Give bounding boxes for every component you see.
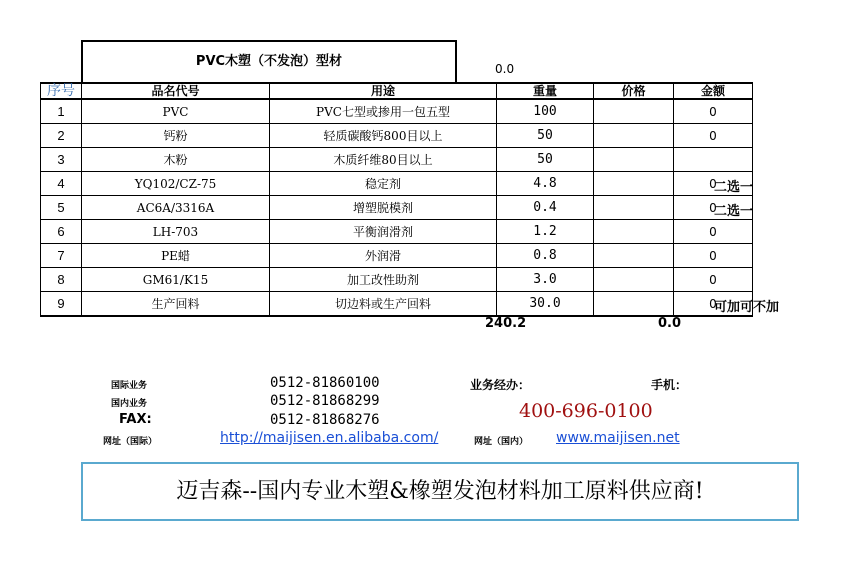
- cell-code: 生产回料: [82, 292, 270, 317]
- table-row: [41, 124, 753, 148]
- intl-business-label: 国际业务: [111, 381, 148, 391]
- table-row: [41, 196, 753, 220]
- header-amount: 金额: [674, 83, 753, 99]
- cell-code: GM61/K15: [82, 268, 270, 292]
- table-row: [41, 220, 753, 244]
- table-row: [41, 148, 753, 172]
- cell-use: 稳定剂: [270, 172, 497, 196]
- cell-use: 轻质碳酸钙800目以上: [270, 124, 497, 148]
- total-amount: 0.0: [658, 316, 682, 331]
- total-weight: 240.2: [485, 316, 527, 331]
- cell-amount: 0: [674, 99, 753, 124]
- manager-label: 业务经办：: [470, 378, 531, 392]
- document-title: PVC木塑（不发泡）型材: [195, 54, 343, 69]
- row9-note: 可加可不加: [714, 300, 780, 315]
- mobile-label: 手机：: [651, 378, 688, 392]
- cell-weight: 100: [497, 99, 594, 124]
- table-header-row: [41, 83, 753, 99]
- row5-note: 二选一: [714, 204, 754, 219]
- intl-site-label: 网址（国际）: [103, 437, 158, 447]
- cell-no: 7: [41, 244, 82, 268]
- row4-note: 二选一: [714, 180, 754, 195]
- cell-amount: 0: [674, 172, 753, 196]
- hotline-number: 400-696-0100: [519, 400, 653, 422]
- cell-price: [594, 220, 674, 244]
- cell-code: PVC: [82, 99, 270, 124]
- intl-business-phone: 0512-81860100: [270, 375, 380, 391]
- cell-use: 木质纤维80目以上: [270, 148, 497, 172]
- top-total-value: 0.0: [495, 62, 515, 76]
- cell-code: PE蜡: [82, 244, 270, 268]
- cell-amount: 0: [674, 196, 753, 220]
- slogan-text: 迈吉森--国内专业木塑&橡塑发泡材料加工原料供应商!: [176, 479, 704, 504]
- cell-use: PVC七型或掺用一包五型: [270, 99, 497, 124]
- cell-amount: 0: [674, 268, 753, 292]
- cell-no: 8: [41, 268, 82, 292]
- cell-use: 切边料或生产回料: [270, 292, 497, 317]
- cell-weight: 50: [497, 148, 594, 172]
- cell-amount: 0: [674, 220, 753, 244]
- cell-price: [594, 99, 674, 124]
- cell-weight: 1.2: [497, 220, 594, 244]
- cell-price: [594, 292, 674, 317]
- cell-price: [594, 196, 674, 220]
- cell-price: [594, 124, 674, 148]
- header-code: 品名代号: [82, 83, 270, 99]
- cell-use: 加工改性助剂: [270, 268, 497, 292]
- cell-no: 1: [41, 99, 82, 124]
- domestic-site-link[interactable]: www.maijisen.net: [556, 430, 680, 446]
- header-no: 序号: [41, 83, 82, 99]
- table-row: [41, 292, 753, 317]
- domestic-business-phone: 0512-81868299: [270, 393, 380, 409]
- table-row: [41, 244, 753, 268]
- cell-weight: 4.8: [497, 172, 594, 196]
- cell-weight: 0.8: [497, 244, 594, 268]
- cell-code: LH-703: [82, 220, 270, 244]
- table-row: [41, 268, 753, 292]
- cell-price: [594, 148, 674, 172]
- domestic-business-label: 国内业务: [111, 399, 148, 409]
- cell-no: 9: [41, 292, 82, 317]
- cell-use: 增塑脱模剂: [270, 196, 497, 220]
- table-row: [41, 172, 753, 196]
- formula-table: [40, 82, 753, 317]
- intl-site-link[interactable]: http://maijisen.en.alibaba.com/: [220, 430, 439, 446]
- cell-no: 5: [41, 196, 82, 220]
- cell-use: 外润滑: [270, 244, 497, 268]
- header-use: 用途: [270, 83, 497, 99]
- cell-price: [594, 172, 674, 196]
- fax-label: FAX:: [119, 412, 152, 427]
- cell-amount: 0: [674, 292, 753, 317]
- cell-weight: 50: [497, 124, 594, 148]
- fax-number: 0512-81868276: [270, 412, 380, 428]
- cell-price: [594, 268, 674, 292]
- cell-code: 木粉: [82, 148, 270, 172]
- cell-weight: 0.4: [497, 196, 594, 220]
- cell-amount: [674, 148, 753, 172]
- header-weight: 重量: [497, 83, 594, 99]
- cell-amount: 0: [674, 244, 753, 268]
- cell-weight: 3.0: [497, 268, 594, 292]
- cell-code: 钙粉: [82, 124, 270, 148]
- cell-weight: 30.0: [497, 292, 594, 317]
- domestic-site-label: 网址（国内）: [474, 437, 529, 447]
- cell-amount: 0: [674, 124, 753, 148]
- cell-code: YQ102/CZ-75: [82, 172, 270, 196]
- cell-no: 4: [41, 172, 82, 196]
- table-row: [41, 99, 753, 124]
- cell-no: 6: [41, 220, 82, 244]
- cell-no: 2: [41, 124, 82, 148]
- cell-no: 3: [41, 148, 82, 172]
- cell-use: 平衡润滑剂: [270, 220, 497, 244]
- header-price: 价格: [594, 83, 674, 99]
- cell-price: [594, 244, 674, 268]
- cell-code: AC6A/3316A: [82, 196, 270, 220]
